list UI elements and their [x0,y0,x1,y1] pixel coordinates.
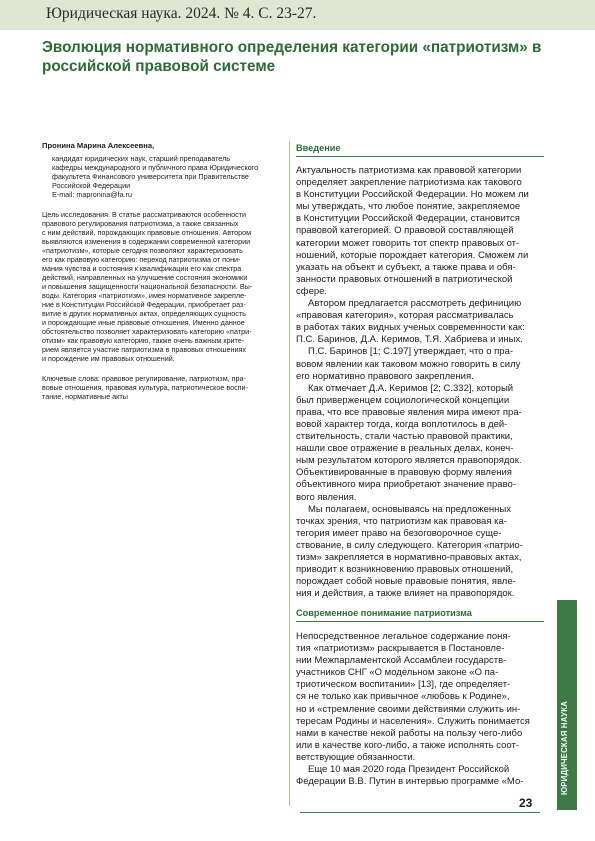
body-line: Автором предлагается рассмотреть дефиницию [308,298,522,310]
body-line: порождает собой новые правовые понятия, явле- [296,576,516,588]
body-line: ношений, которые порождает категория. Сможем ли [296,249,529,261]
abstract-line: Цель исследования. В статье рассматриваются особенности [42,210,246,219]
body-line: Мы полагаем, основываясь на предложенных [308,503,511,515]
body-line: в Конституции Российской Федерации, становится [296,213,520,225]
body-line: вовом явлении как таковом можно говорить в силу [296,358,521,370]
abstract-line: витие в других нормативных актах, определяющих сущность [42,309,246,318]
body-line: ным результатом которого является правопорядок. [296,455,522,467]
body-line: ветствующие обязанности. [296,751,416,763]
body-line: тегория имеет право на безоговорочное суще- [296,527,502,539]
body-line: тия «патриотизм» раскрывается в Постановле- [296,643,505,655]
author-line: факультета Финансового университета при Правительстве [52,172,249,181]
abstract-line: «патриотизм», которые сегодня позволяют характеризовать [42,246,243,255]
section-heading-introduction: Введение [296,143,544,157]
author-line: кандидат юридических наук, старший преподаватель [52,154,231,163]
abstract-line: воды. Категория «патриотизм», имея нормативное закрепле- [42,291,247,300]
body-line: ния и действия, а также влияет на правопорядок. [296,588,515,600]
abstract-line: его как правовую категорию: переход патриотизма от пони- [42,255,241,264]
body-line: приводит к возникновению правовых отношений, [296,564,514,576]
abstract-line: ние в Конституции Российской Федерации, приобретает раз- [42,300,246,309]
abstract-line: правового регулирования патриотизма, а также связанных [42,219,239,228]
page-number: 23 [519,796,533,810]
body-line: участников СНГ «О модельном законе «О па- [296,667,499,679]
keywords-line: тание, нормативные акты [42,392,128,401]
body-line: сфере. [296,285,328,297]
body-line: Актуальность патриотизма как правовой категории [296,165,522,176]
column-divider [289,141,290,806]
body-line: П.С. Баринов, Д.А. Керимов, Т.Я. Хабриева и иных. [296,334,523,346]
body-line: «правовая категория», которая рассматривалась [296,310,514,322]
abstract-line: рием является участие патриотизма в правовых отношениях [42,345,247,354]
author-affiliation [52,154,282,199]
body-line: или в качестве кого-либо, а также исполнять соот- [296,739,519,751]
body-line: Еще 10 мая 2020 года Президент Российской [308,764,510,776]
abstract-line: обстоятельство позволяет характеризовать категорию «патри- [42,327,252,336]
abstract-line: и порождающие иные правовые отношения. Именно данное [42,318,245,327]
body-line: указать на объект и субъект, а также права и обя- [296,261,516,273]
author-email: E-mail: mapronina@fa.ru [52,190,132,199]
body-line: нашли свое отражение в реальных делах, конеч- [296,443,514,455]
body-line: ся не только как привычное «любовь к Родине», [296,691,510,703]
author-line: кафедры международного и публичного права Юридического [52,163,259,172]
keywords-line: вовые отношения, правовая культура, патриотическое воспи- [42,383,248,392]
body-line: П.С. Баринов [1; С.197] утверждает, что о пра- [308,346,514,358]
abstract [42,210,282,363]
running-header [0,0,595,30]
author-name: Пронина Марина Алексеевна, [42,141,155,150]
abstract-line: отизм» как правовую категорию, также очень важным крите- [42,336,245,345]
body-line: триотическом воспитании» [13], где определяет- [296,679,511,691]
side-tab-label: ЮРИДИЧЕСКАЯ НАУКА [560,700,569,795]
body-line: права, что все правовые явления мира имеют пра- [296,406,522,418]
abstract-line: и повышения защищенности национальной безопасности. Вы- [42,282,253,291]
body-line: правовой категорией. О правовой составляющей [296,225,514,237]
abstract-line: и порождение им правовых отношений. [42,354,175,363]
abstract-line: мания чувства и состояния к квалификации его как спектра [42,264,242,273]
body-line: тизм» закрепляется в нормативно-правовых актах, [296,552,522,563]
body-line: точках зрения, что патриотизм как правовая ка- [296,515,507,527]
body-line: ствительность, стали частью правовой практики, [296,431,513,443]
body-line: был приверженцем социологической концепции [296,394,510,406]
body-line: Федерации В.В. Путин в интервью программе «Мо- [296,776,524,788]
body-line: занности правовых отношений в патриотической [296,273,513,285]
body-line: в работах таких видных ученых современности как: [296,322,525,334]
body-line: объективного мира приобретают значение право- [296,479,516,491]
abstract-line: выявляются изменения в содержании современной категории [42,237,251,246]
body-line: Как отмечает Д.А. Керимов [2; С.332], который [308,382,514,394]
section-heading-modern-understanding: Современное понимание патриотизма [296,608,544,622]
body-line: Непосредственное легальное содержание поня- [296,631,511,642]
body-line: его нормативно правового закрепления. [296,370,474,382]
abstract-line: с ним действий, порождающих правовые отношения. Автором [42,228,252,237]
body-line: категории может говорить тот спектр правовых от- [296,237,520,249]
author-and-abstract-column [42,141,282,401]
running-header-text: Юридическая наука. 2024. № 4. С. 23-27. [46,5,317,22]
introduction-body [296,165,544,600]
body-line: мы утверждать, что любое понятие, закрепляемое [296,201,521,213]
body-line: Объективированные в правовую форму явления [296,467,512,479]
keywords-line: Ключевые слова: правовое регулирование, патриотизм, пра- [42,374,246,383]
modern-understanding-body [296,631,544,788]
body-line: тересам Родины и населения». Служить понимается [296,715,530,727]
author-line: Российской Федерации [52,181,131,190]
body-line: нами в качестве некой работы на пользу чего-либо [296,727,523,739]
footer-rule [300,812,540,813]
body-line: в Конституции Российской Федерации. Но можем ли [296,189,529,201]
abstract-line: действий, направленных на улучшение состояния экономики [42,273,248,282]
article-title: Эволюция нормативного определения категории «патриотизм» в российской правовой системе [42,39,542,75]
journal-side-tab [557,600,577,810]
body-line: нии Межпарламентской Ассамблеи государств- [296,655,507,667]
body-line: определяет закрепление патриотизма как такового [296,177,522,189]
keywords [42,374,282,401]
body-line: ствование, в силу следующего. Категория «патрио- [296,539,523,551]
body-line: но и «стремление своими действиями служить ин- [296,703,521,715]
body-line: вовой характер тогда, когда воплотилось в дей- [296,418,508,430]
body-line: вого явления. [296,491,357,503]
